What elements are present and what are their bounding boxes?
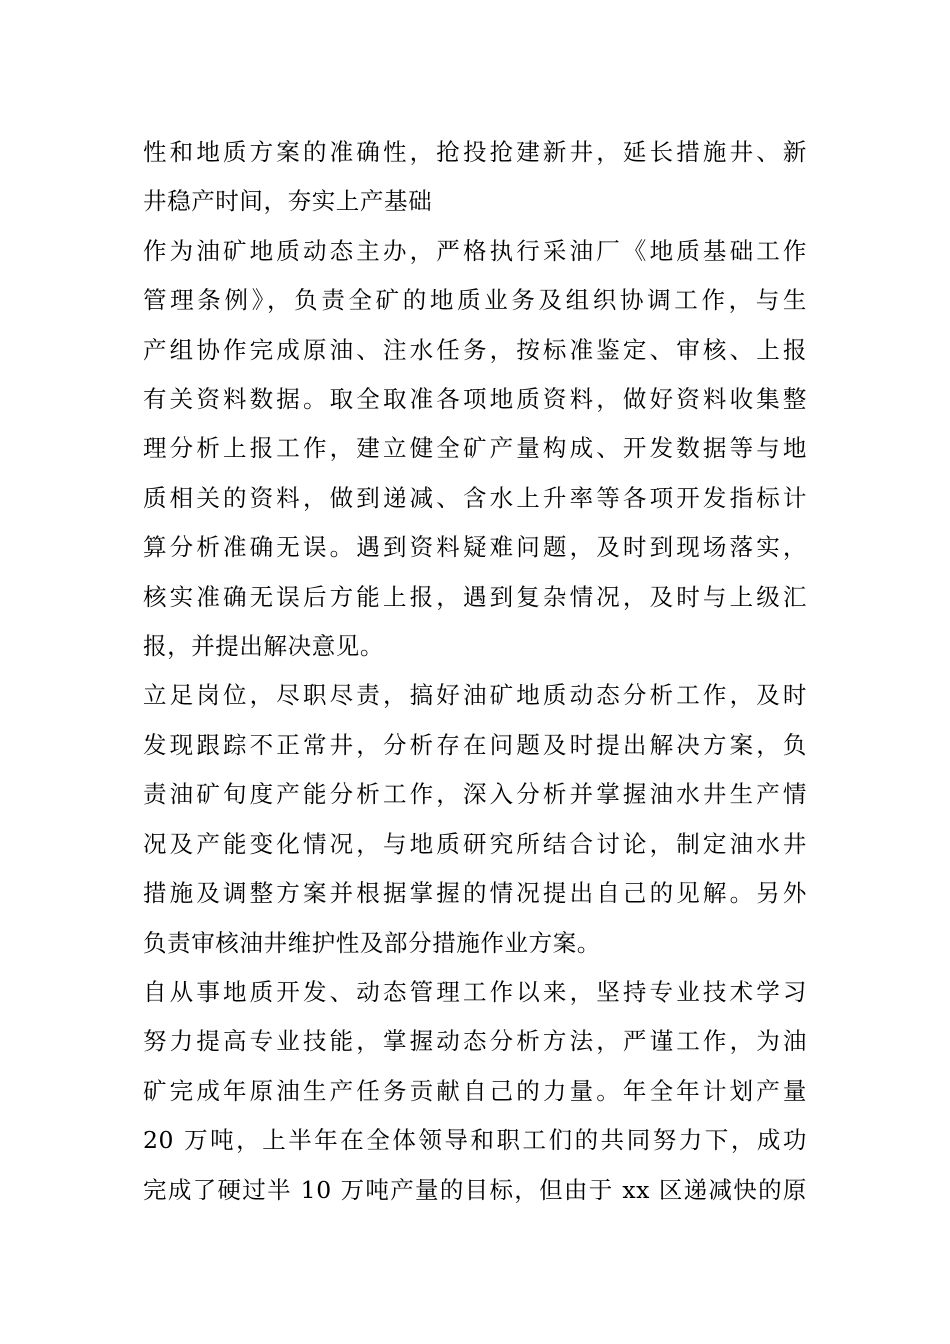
text-line: 核实准确无误后方能上报，遇到复杂情况，及时与上级汇 xyxy=(143,582,807,611)
paragraph-4 xyxy=(143,968,807,1215)
text-line: 井稳产时间，夯实上产基础 xyxy=(143,187,433,216)
paragraph-2 xyxy=(143,227,807,672)
text-line: 有关资料数据。取全取准各项地质资料，做好资料收集整 xyxy=(143,385,807,414)
text-line: 完成了硬过半 10 万吨产量的目标，但由于 xx 区递减快的原 xyxy=(143,1175,807,1204)
text-line: 措施及调整方案并根据掌握的情况提出自己的见解。另外 xyxy=(143,879,807,908)
text-line: 质相关的资料，做到递减、含水上升率等各项开发指标计 xyxy=(143,483,807,512)
text-line: 20 万吨，上半年在全体领导和职工们的共同努力下，成功 xyxy=(143,1126,807,1155)
text-line: 努力提高专业技能，掌握动态分析方法，严谨工作，为油 xyxy=(143,1027,807,1056)
text-line: 性和地质方案的准确性，抢投抢建新井，延长措施井、新 xyxy=(143,138,807,166)
text-line: 产组协作完成原油、注水任务，按标准鉴定、审核、上报 xyxy=(143,335,807,364)
text-line: 报，并提出解决意见。 xyxy=(143,632,384,661)
text-line: 作为油矿地质动态主办，严格执行采油厂《地质基础工作 xyxy=(143,236,807,265)
text-line: 算分析准确无误。遇到资料疑难问题，及时到现场落实， xyxy=(143,533,807,562)
text-line: 况及产能变化情况，与地质研究所结合讨论，制定油水井 xyxy=(143,829,807,858)
text-line: 立足岗位，尽职尽责，搞好油矿地质动态分析工作，及时 xyxy=(143,681,807,710)
text-line: 负责审核油井维护性及部分措施作业方案。 xyxy=(143,928,601,957)
paragraph-3 xyxy=(143,671,807,967)
text-line: 自从事地质开发、动态管理工作以来，坚持专业技术学习 xyxy=(143,977,807,1006)
text-line: 发现跟踪不正常井，分析存在问题及时提出解决方案，负 xyxy=(143,730,807,759)
text-line: 理分析上报工作，建立健全矿产量构成、开发数据等与地 xyxy=(143,434,807,463)
text-line: 责油矿旬度产能分析工作，深入分析并掌握油水井生产情 xyxy=(143,780,807,809)
text-line: 矿完成年原油生产任务贡献自己的力量。年全年计划产量 xyxy=(143,1076,807,1105)
document-body xyxy=(143,128,807,1215)
paragraph-1 xyxy=(143,128,807,227)
text-line: 管理条例》，负责全矿的地质业务及组织协调工作，与生 xyxy=(143,286,807,315)
